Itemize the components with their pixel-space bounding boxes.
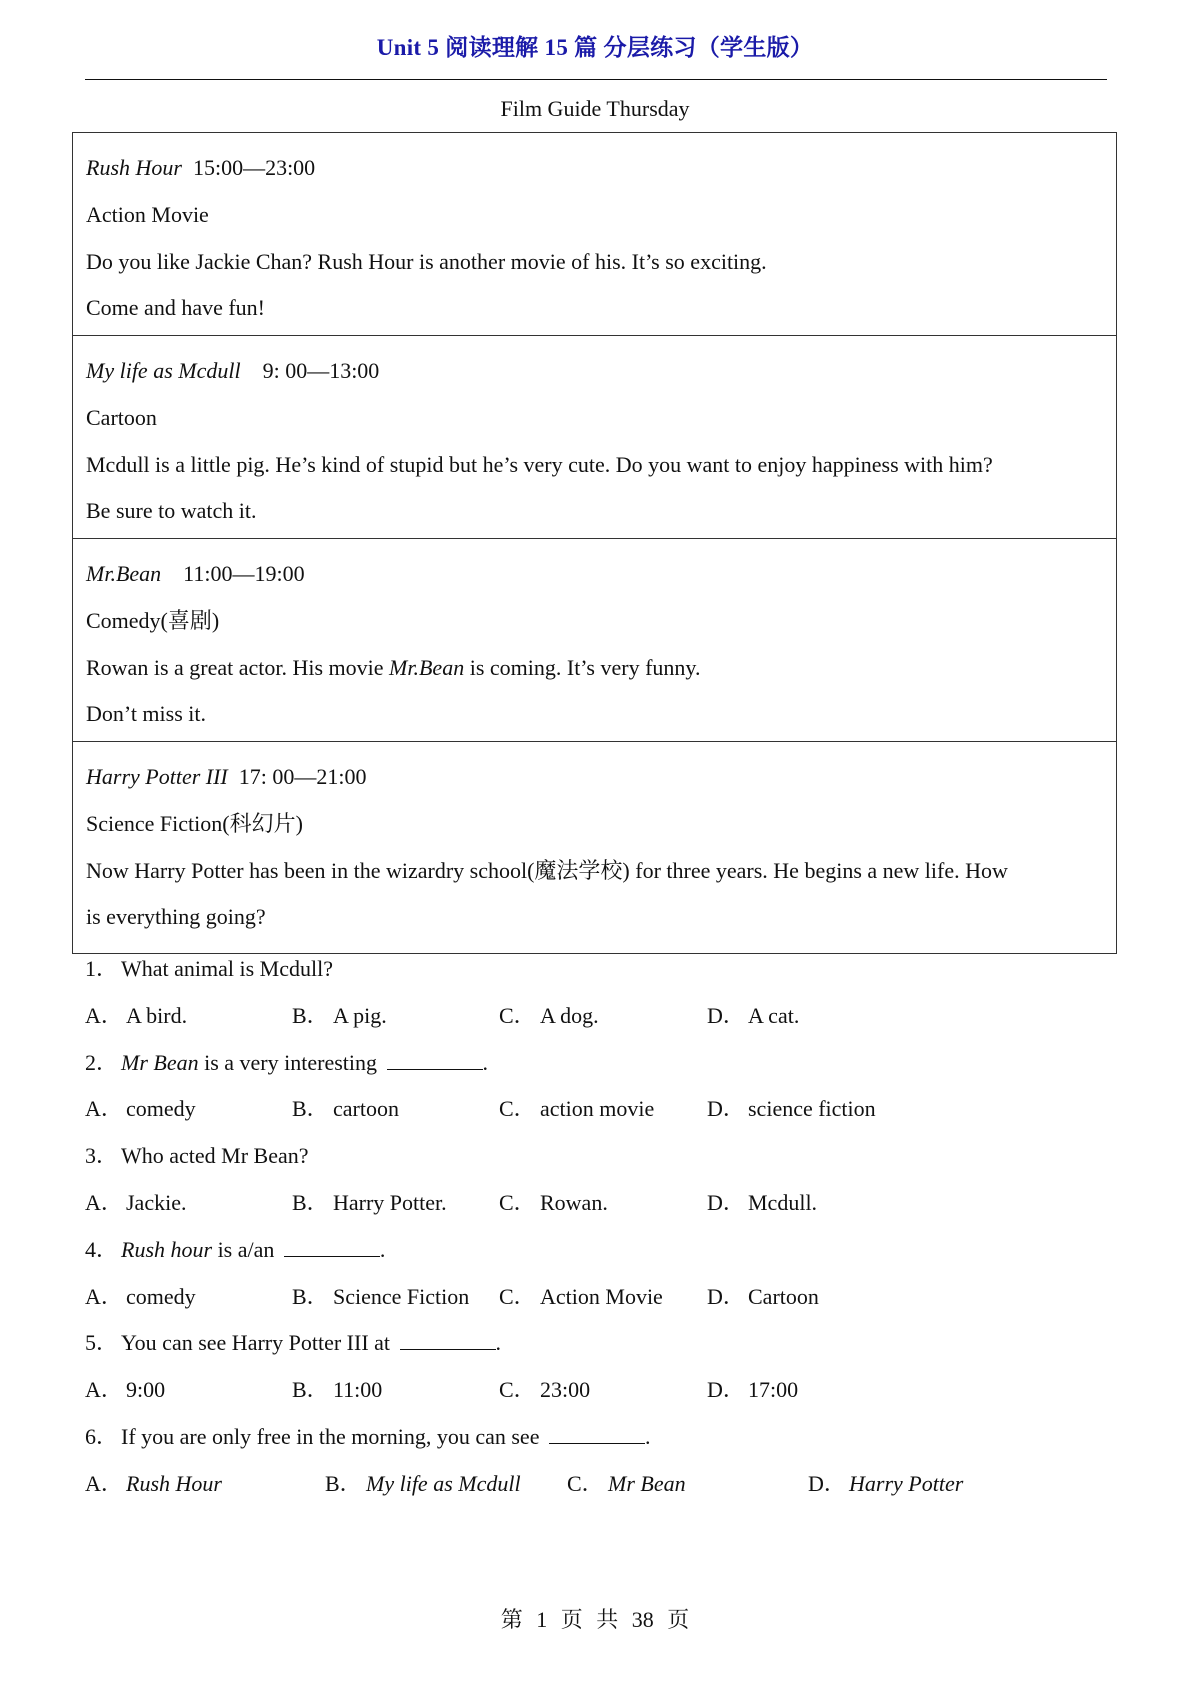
option-letter: C． <box>499 1189 536 1215</box>
option-text: Mr Bean <box>608 1470 686 1496</box>
option-d[interactable] <box>707 1180 817 1227</box>
option-b[interactable] <box>292 1180 447 1227</box>
option-d[interactable] <box>808 1461 963 1508</box>
film-name: Mr.Bean <box>86 561 162 586</box>
option-b[interactable] <box>292 993 387 1040</box>
question-number: 6． <box>85 1423 119 1449</box>
option-c[interactable] <box>499 1367 590 1414</box>
option-c[interactable] <box>567 1461 686 1508</box>
options-row-6 <box>85 1461 1115 1508</box>
option-letter: D． <box>707 1002 745 1028</box>
film-entry-rush-hour <box>73 133 1116 336</box>
question-3 <box>85 1133 1115 1180</box>
film-name: My life as Mcdull <box>86 358 241 383</box>
film-heading <box>86 754 1104 801</box>
option-text: cartoon <box>333 1096 399 1122</box>
film-description: is everything going? <box>86 904 266 930</box>
option-a[interactable] <box>85 1367 165 1414</box>
option-d[interactable] <box>707 1367 798 1414</box>
option-b[interactable] <box>292 1274 469 1321</box>
option-b[interactable] <box>292 1086 399 1133</box>
options-row-4 <box>85 1274 1115 1321</box>
option-letter: C． <box>499 1002 536 1028</box>
option-text: Harry Potter <box>849 1470 964 1496</box>
option-letter: B． <box>292 1283 329 1309</box>
question-end: . <box>644 1423 651 1449</box>
option-a[interactable] <box>85 1274 196 1321</box>
film-heading <box>86 348 1104 395</box>
options-row-3 <box>85 1180 1115 1227</box>
option-text: A cat. <box>748 1002 800 1028</box>
question-number: 2． <box>85 1049 119 1075</box>
options-row-1 <box>85 993 1115 1040</box>
option-letter: A． <box>85 1283 123 1309</box>
film-entry-harry-potter <box>73 742 1116 953</box>
question-text: If you are only free in the morning, you can see <box>121 1423 545 1449</box>
option-letter: B． <box>325 1470 362 1496</box>
option-a[interactable] <box>85 1461 222 1508</box>
film-description: Mcdull is a little pig. He’s kind of stupid but he’s very cute. Do you want to enjoy happiness with him? <box>86 451 993 477</box>
film-description <box>86 645 1104 692</box>
answer-blank <box>549 1425 645 1444</box>
question-number: 3． <box>85 1143 119 1169</box>
question-text: is a very interesting <box>198 1049 383 1075</box>
option-a[interactable] <box>85 1180 186 1227</box>
question-2 <box>85 1040 1115 1087</box>
film-time: 17: 00—21:00 <box>227 764 367 789</box>
option-text: Cartoon <box>748 1283 819 1309</box>
option-text: My life as Mcdull <box>366 1470 521 1496</box>
option-c[interactable] <box>499 1086 654 1133</box>
header-divider <box>85 79 1107 80</box>
film-name: Harry Potter III <box>86 764 228 789</box>
option-text: Science Fiction <box>333 1283 470 1309</box>
question-5 <box>85 1320 1115 1367</box>
option-d[interactable] <box>707 993 799 1040</box>
question-end: . <box>495 1330 502 1356</box>
film-time: 11:00—19:00 <box>161 561 305 586</box>
question-list <box>85 946 1115 1508</box>
film-genre: Action Movie <box>86 201 209 227</box>
option-b[interactable] <box>325 1461 521 1508</box>
option-text: 17:00 <box>748 1377 799 1403</box>
film-description: Now Harry Potter has been in the wizardry school(魔法学校) for three years. He begins a new life. How <box>86 857 1008 883</box>
question-text: What animal is Mcdull? <box>121 956 333 981</box>
option-c[interactable] <box>499 1180 608 1227</box>
option-letter: C． <box>499 1096 536 1122</box>
film-entry-mr-bean <box>73 539 1116 742</box>
option-letter: D． <box>707 1377 745 1403</box>
option-letter: D． <box>707 1283 745 1309</box>
film-time: 15:00—23:00 <box>181 155 316 180</box>
film-description: Come and have fun! <box>86 295 265 321</box>
option-letter: A． <box>85 1377 123 1403</box>
description-text: Rowan is a great actor. His movie <box>86 654 390 680</box>
question-1 <box>85 946 1115 993</box>
film-time: 9: 00—13:00 <box>240 358 380 383</box>
option-a[interactable] <box>85 993 187 1040</box>
option-letter: D． <box>707 1096 745 1122</box>
option-letter: A． <box>85 1002 123 1028</box>
page-number-footer: 第 1 页 共 38 页 <box>500 1607 690 1632</box>
option-letter: C． <box>499 1377 536 1403</box>
film-genre: Cartoon <box>86 404 157 430</box>
option-text: comedy <box>126 1283 196 1309</box>
question-text: is a/an <box>212 1236 280 1262</box>
option-d[interactable] <box>707 1086 876 1133</box>
description-film-title: Mr.Bean <box>389 654 465 680</box>
option-letter: C． <box>567 1470 604 1496</box>
option-letter: A． <box>85 1189 123 1215</box>
question-number: 5． <box>85 1330 119 1356</box>
option-text: Rush Hour <box>126 1470 222 1496</box>
option-c[interactable] <box>499 1274 663 1321</box>
option-letter: D． <box>808 1470 846 1496</box>
option-text: 9:00 <box>126 1377 166 1403</box>
option-text: A dog. <box>540 1002 599 1028</box>
film-heading <box>86 551 1104 598</box>
film-guide-table <box>72 132 1117 954</box>
option-text: action movie <box>540 1096 655 1122</box>
answer-blank <box>284 1238 380 1257</box>
film-description: Be sure to watch it. <box>86 498 257 524</box>
option-letter: B． <box>292 1002 329 1028</box>
film-entry-my-life-as-mcdull <box>73 336 1116 539</box>
film-name: Rush Hour <box>86 155 182 180</box>
option-text: Mcdull. <box>748 1189 818 1215</box>
option-text: science fiction <box>748 1096 876 1122</box>
question-number: 4． <box>85 1236 119 1262</box>
question-film-title: Mr Bean <box>121 1049 199 1075</box>
question-4 <box>85 1227 1115 1274</box>
question-text: Who acted Mr Bean? <box>121 1143 309 1169</box>
film-genre: Science Fiction(科幻片) <box>86 810 303 836</box>
option-text: 23:00 <box>540 1377 591 1403</box>
question-number: 1． <box>85 956 119 981</box>
option-b[interactable] <box>292 1367 382 1414</box>
option-letter: B． <box>292 1189 329 1215</box>
option-d[interactable] <box>707 1274 819 1321</box>
film-description: Do you like Jackie Chan? Rush Hour is another movie of his. It’s so exciting. <box>86 248 767 274</box>
option-text: Jackie. <box>126 1189 187 1215</box>
question-end: . <box>379 1236 386 1262</box>
page-header-title: Unit 5 阅读理解 15 篇 分层练习（学生版） <box>376 35 814 60</box>
answer-blank <box>387 1051 483 1070</box>
option-text: Rowan. <box>540 1189 608 1215</box>
option-letter: D． <box>707 1189 745 1215</box>
options-row-2 <box>85 1086 1115 1133</box>
option-c[interactable] <box>499 993 599 1040</box>
film-guide-title: Film Guide Thursday <box>500 96 690 121</box>
option-text: 11:00 <box>333 1377 383 1403</box>
option-letter: C． <box>499 1283 536 1309</box>
option-text: A bird. <box>126 1002 188 1028</box>
option-text: A pig. <box>333 1002 387 1028</box>
option-letter: B． <box>292 1096 329 1122</box>
options-row-5 <box>85 1367 1115 1414</box>
question-end: . <box>482 1049 488 1075</box>
question-text: You can see Harry Potter III at <box>121 1330 396 1356</box>
film-heading <box>86 145 1104 192</box>
film-description: Don’t miss it. <box>86 701 207 727</box>
answer-blank <box>400 1331 496 1350</box>
option-a[interactable] <box>85 1086 196 1133</box>
question-6 <box>85 1414 1115 1461</box>
option-text: Harry Potter. <box>333 1189 447 1215</box>
option-letter: A． <box>85 1096 123 1122</box>
description-text: is coming. It’s very funny. <box>464 654 701 680</box>
option-letter: B． <box>292 1377 329 1403</box>
option-text: Action Movie <box>540 1283 663 1309</box>
film-genre: Comedy(喜剧) <box>86 607 220 633</box>
question-film-title: Rush hour <box>121 1236 213 1262</box>
option-letter: A． <box>85 1470 123 1496</box>
option-text: comedy <box>126 1096 196 1122</box>
